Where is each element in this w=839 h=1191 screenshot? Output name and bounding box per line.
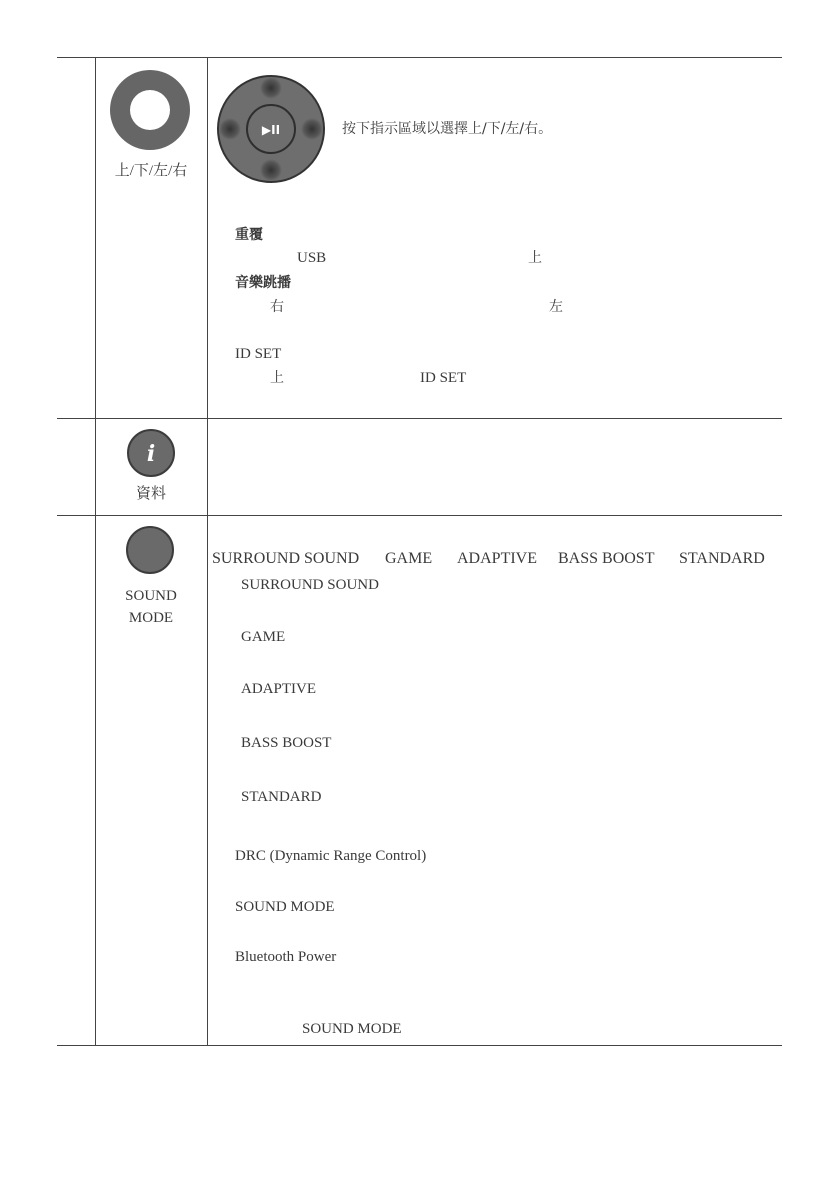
bluetooth-power-heading: Bluetooth Power xyxy=(235,949,337,965)
row-divider-1 xyxy=(57,418,782,419)
dpad-left xyxy=(219,118,241,140)
repeat-usb: USB xyxy=(297,250,327,266)
mode-surround-heading: SURROUND SOUND xyxy=(241,577,379,593)
drc-heading: DRC (Dynamic Range Control) xyxy=(235,848,427,864)
table-bottom-rule xyxy=(57,1045,782,1046)
repeat-heading: 重覆 xyxy=(235,227,263,243)
repeat-up: 上 xyxy=(528,250,542,266)
modes-bass-boost: BASS BOOST xyxy=(558,550,655,567)
dpad-instruction: 按下指示區域以選擇上/下/左/右。 xyxy=(342,121,553,137)
sound-mode-heading: SOUND MODE xyxy=(235,899,335,915)
dpad-up xyxy=(260,77,282,99)
idset-up: 上 xyxy=(270,370,284,386)
mode-standard-heading: STANDARD xyxy=(241,789,322,805)
sound-mode-bottom: SOUND MODE xyxy=(302,1021,402,1037)
skip-right: 右 xyxy=(270,299,284,315)
dpad-down xyxy=(260,159,282,181)
table-top-rule xyxy=(57,57,782,58)
modes-surround: SURROUND SOUND xyxy=(212,550,360,567)
sound-mode-button-icon xyxy=(126,526,174,574)
row-divider-2 xyxy=(57,515,782,516)
directional-ring-icon xyxy=(110,70,190,150)
sound-mode-label-line2: MODE xyxy=(128,610,174,626)
sound-mode-label-line1: SOUND xyxy=(125,588,177,604)
skip-left: 左 xyxy=(549,299,563,315)
modes-adaptive: ADAPTIVE xyxy=(457,550,537,567)
dpad-right xyxy=(301,118,323,140)
column-divider-left xyxy=(95,57,96,1046)
mode-adaptive-heading: ADAPTIVE xyxy=(241,681,316,697)
modes-standard: STANDARD xyxy=(679,550,765,567)
skip-heading: 音樂跳播 xyxy=(235,275,291,291)
idset-ref: ID SET xyxy=(420,370,467,386)
mode-game-heading: GAME xyxy=(241,629,286,645)
modes-game: GAME xyxy=(385,550,433,567)
play-pause-icon: ▶II xyxy=(261,123,281,137)
info-button-icon: i xyxy=(127,429,175,477)
dpad-label: 上/下/左/右 xyxy=(114,163,188,179)
info-label: 資料 xyxy=(135,486,166,502)
mode-bass-boost-heading: BASS BOOST xyxy=(241,735,332,751)
dpad-illustration xyxy=(216,74,326,184)
column-divider-right xyxy=(207,57,208,1046)
idset-heading: ID SET xyxy=(235,346,282,362)
